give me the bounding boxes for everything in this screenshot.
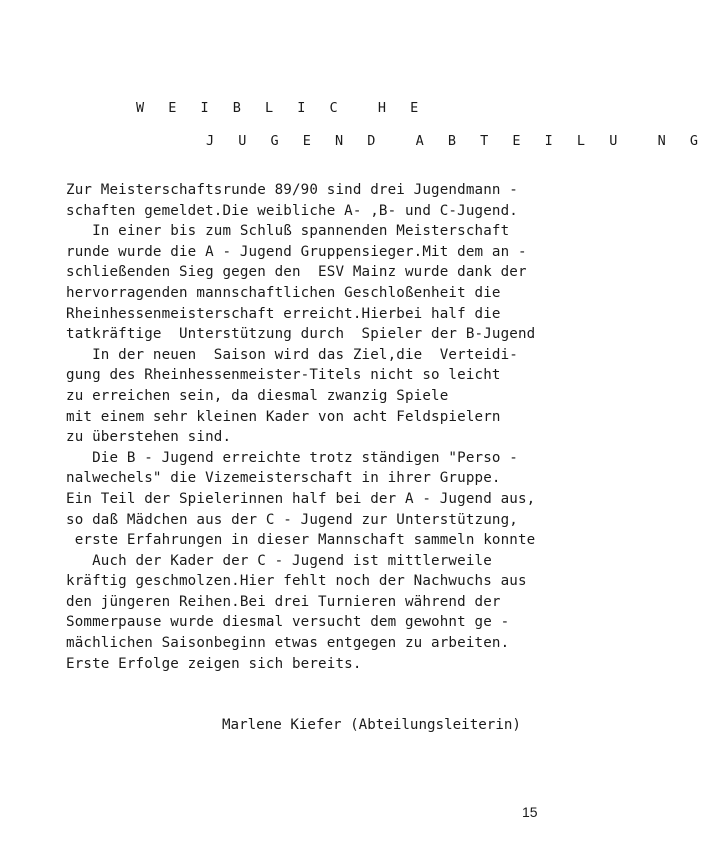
title-line-1: W E I B L I C H E bbox=[136, 100, 427, 116]
body-line: tatkräftige Unterstützung durch Spieler der B-Jugend bbox=[66, 326, 536, 343]
body-line: schaften gemeldet.Die weibliche A- ,B- und C-Jugend. bbox=[66, 202, 518, 219]
body-line: mit einem sehr kleinen Kader von acht Feldspielern bbox=[66, 408, 501, 425]
body-line: schließenden Sieg gegen den ESV Mainz wurde dank der bbox=[66, 264, 527, 281]
body-line: Erste Erfolge zeigen sich bereits. bbox=[66, 655, 362, 672]
body-line: so daß Mädchen aus der C - Jugend zur Unterstützung, bbox=[66, 511, 518, 528]
body-line: kräftig geschmolzen.Hier fehlt noch der Nachwuchs aus bbox=[66, 573, 527, 590]
body-line: Auch der Kader der C - Jugend ist mittlerweile bbox=[66, 552, 492, 569]
body-line: Rheinhessenmeisterschaft erreicht.Hierbei half die bbox=[66, 305, 501, 322]
signature: Marlene Kiefer (Abteilungsleiterin) bbox=[222, 717, 521, 733]
body-line: nalwechels" die Vizemeisterschaft in ihrer Gruppe. bbox=[66, 470, 501, 487]
body-line: zu erreichen sein, da diesmal zwanzig Spiele bbox=[66, 387, 449, 404]
body-line: In einer bis zum Schluß spannenden Meisterschaft bbox=[66, 223, 510, 240]
body-line: runde wurde die A - Jugend Gruppensieger.Mit dem an - bbox=[66, 243, 527, 260]
body-line: den jüngeren Reihen.Bei drei Turnieren während der bbox=[66, 593, 501, 610]
body-line: gung des Rheinhessenmeister-Titels nicht so leicht bbox=[66, 367, 501, 384]
body-line: erste Erfahrungen in dieser Mannschaft sammeln konnte bbox=[66, 532, 536, 549]
body-line: Ein Teil der Spielerinnen half bei der A - Jugend aus, bbox=[66, 490, 536, 507]
body-line: hervorragenden mannschaftlichen Geschloßenheit die bbox=[66, 284, 501, 301]
body-line: In der neuen Saison wird das Ziel,die Verteidi- bbox=[66, 346, 518, 363]
body-line: zu überstehen sind. bbox=[66, 429, 232, 446]
body-line: Zur Meisterschaftsrunde 89/90 sind drei Jugendmann - bbox=[66, 182, 518, 198]
page-number: 15 bbox=[522, 804, 538, 820]
body-line: mächlichen Saisonbeginn etwas entgegen zu arbeiten. bbox=[66, 635, 510, 652]
body-line: Die B - Jugend erreichte trotz ständigen "Perso - bbox=[66, 449, 518, 466]
title-line-2: J U G E N D A B T E I L U N G bbox=[206, 133, 706, 149]
body-line: Sommerpause wurde diesmal versucht dem gewohnt ge - bbox=[66, 614, 510, 631]
body-text bbox=[66, 180, 536, 674]
